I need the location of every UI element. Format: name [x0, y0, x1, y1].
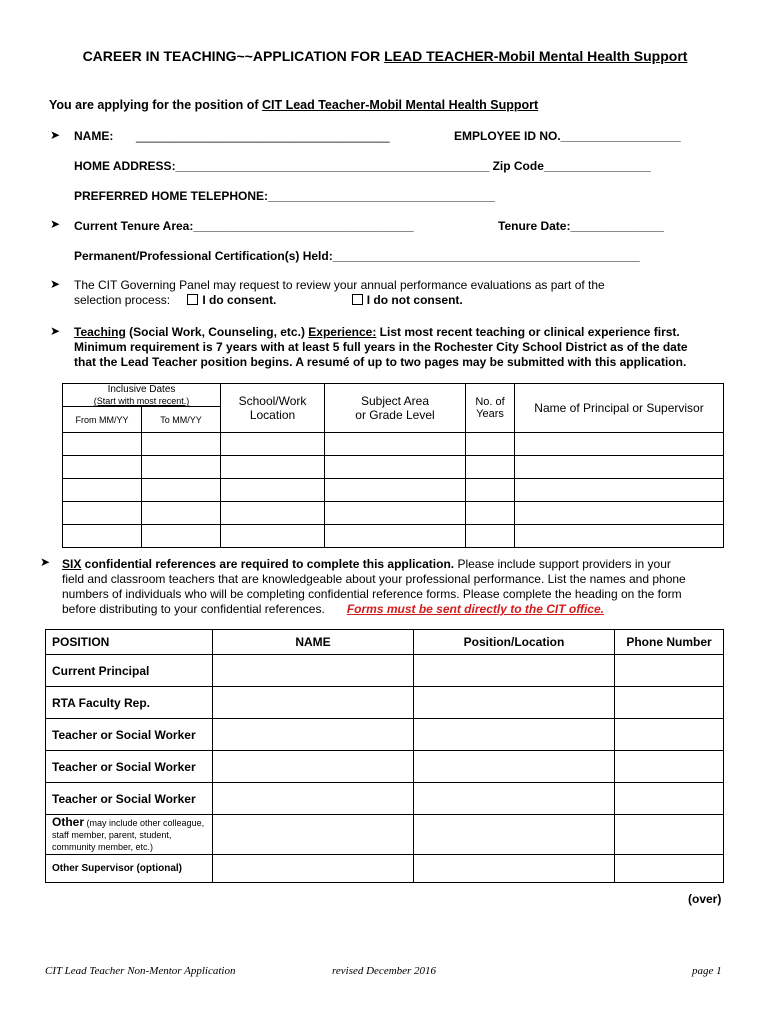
table-row[interactable]: Other Supervisor (optional): [46, 855, 724, 883]
experience-instructions: Teaching (Social Work, Counseling, etc.) Experience: List most recent teaching or clinical experience first. Minimum requirement is 7 years with at least 5 full years in the Rochester City School District as of the date that the Lead Teacher position begins. A resumé of up to two pages may be submitted with this application.: [74, 325, 688, 369]
footer-left: CIT Lead Teacher Non-Mentor Application: [45, 965, 236, 977]
footer-center: revised December 2016: [332, 965, 437, 977]
table-row[interactable]: [63, 479, 724, 502]
table-row[interactable]: [63, 433, 724, 456]
home-address-field[interactable]: HOME ADDRESS:_______________________________________________ Zip Code________________: [74, 159, 651, 173]
location-header: Position/Location: [414, 630, 615, 655]
employee-id-field[interactable]: EMPLOYEE ID NO.__________________: [454, 129, 681, 143]
phone-header: Phone Number: [615, 630, 724, 655]
intro-line: You are applying for the position of CIT Lead Teacher-Mobil Mental Health Support: [49, 98, 539, 112]
from-header: From MM/YY: [63, 407, 142, 433]
table-row[interactable]: [63, 456, 724, 479]
table-row[interactable]: Current Principal: [46, 655, 724, 687]
school-location-header: School/Work Location: [221, 384, 325, 433]
inclusive-dates-header: Inclusive Dates (Start with most recent.): [63, 384, 221, 407]
certification-field[interactable]: Permanent/Professional Certification(s) Held:______________________________________________: [74, 249, 640, 263]
tenure-area-field[interactable]: Current Tenure Area:_________________________________: [74, 219, 414, 233]
table-row[interactable]: RTA Faculty Rep.: [46, 687, 724, 719]
consent-text: The CIT Governing Panel may request to review your annual performance evaluations as part of the selection process: I do consent. I do not consent.: [74, 278, 605, 307]
table-row[interactable]: Teacher or Social Worker: [46, 751, 724, 783]
arrow-bullet-icon: ➤: [40, 555, 51, 569]
checkbox-icon[interactable]: [187, 294, 198, 305]
arrow-bullet-icon: ➤: [50, 324, 61, 338]
position-header: POSITION: [46, 630, 213, 655]
arrow-bullet-icon: ➤: [50, 277, 61, 291]
name-header: NAME: [213, 630, 414, 655]
table-row[interactable]: [46, 815, 724, 855]
arrow-bullet-icon: ➤: [50, 128, 61, 142]
no-consent-option[interactable]: I do not consent.: [352, 293, 463, 307]
name-label: NAME:: [74, 129, 114, 143]
experience-table: [62, 383, 724, 548]
checkbox-icon[interactable]: [352, 294, 363, 305]
tenure-date-field[interactable]: Tenure Date:______________: [498, 219, 664, 233]
red-note: Forms must be sent directly to the CIT office.: [346, 602, 604, 616]
references-table: [45, 629, 724, 883]
footer-page: page 1: [692, 965, 722, 977]
arrow-bullet-icon: ➤: [50, 217, 61, 231]
table-row[interactable]: [63, 502, 724, 525]
to-header: To MM/YY: [142, 407, 221, 433]
years-header: No. of Years: [466, 384, 515, 433]
subject-area-header: Subject Area or Grade Level: [325, 384, 466, 433]
table-row[interactable]: [63, 525, 724, 548]
references-instructions: SIX confidential references are required to complete this application. Please include support providers in your field and classroom teachers that are knowledgeable about your professional performance. List the names and phone numbers of individuals who will be completing confidential reference forms. Please complete the heading on the form before distributing to your confidential references. Forms must be sent directly to the CIT office.: [62, 557, 686, 616]
consent-option[interactable]: I do consent.: [187, 293, 276, 307]
name-field[interactable]: ______________________________________: [136, 129, 390, 143]
other-cell: Other (may include other colleague, staff member, parent, student, community member, etc.): [46, 815, 213, 855]
table-row[interactable]: Teacher or Social Worker: [46, 719, 724, 751]
page-title: CAREER IN TEACHING~~APPLICATION FOR LEAD TEACHER-Mobil Mental Health Support: [82, 48, 688, 64]
principal-header: Name of Principal or Supervisor: [515, 384, 724, 433]
table-row[interactable]: Teacher or Social Worker: [46, 783, 724, 815]
telephone-field[interactable]: PREFERRED HOME TELEPHONE:__________________________________: [74, 189, 495, 203]
over-note: (over): [688, 892, 722, 906]
